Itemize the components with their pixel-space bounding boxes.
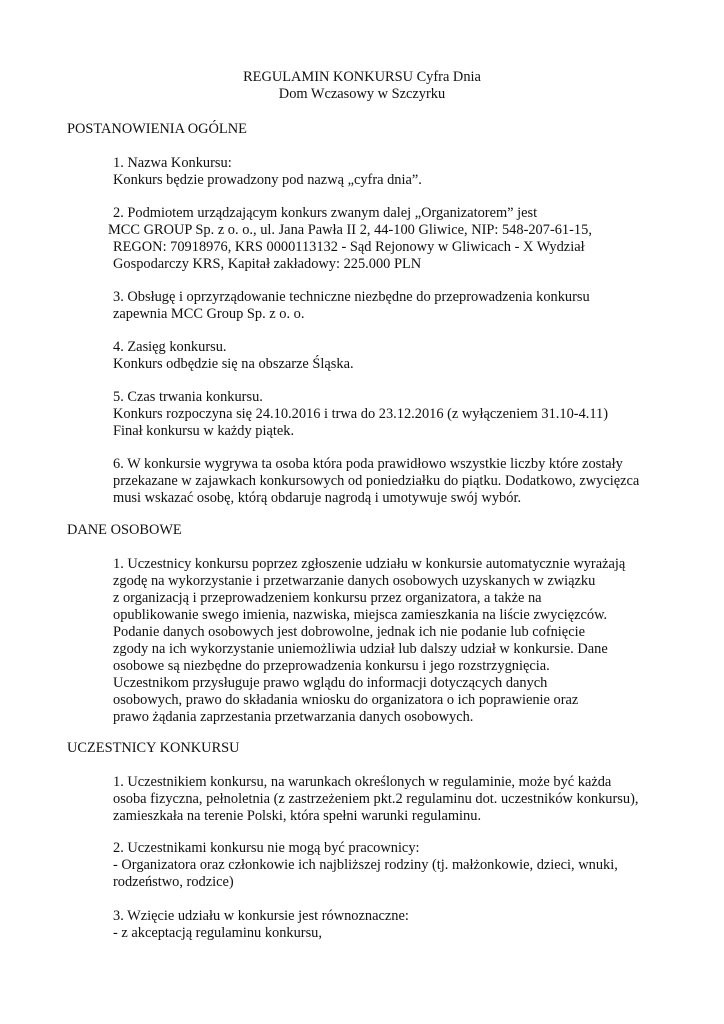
text-line: osobowe są niezbędne do przeprowadzenia konkursu i jego rozstrzygnięcia. xyxy=(113,658,550,674)
text-line: 1. Nazwa Konkursu: xyxy=(113,155,232,171)
text-line: osoba fizyczna, pełnoletnia (z zastrzeżeniem pkt.2 regulaminu dot. uczestników konkursu), xyxy=(113,791,639,807)
text-line: Konkurs będzie prowadzony pod nazwą „cyfra dnia”. xyxy=(113,172,422,188)
text-line: musi wskazać osobę, którą obdaruje nagrodą i umotywuje swój wybór. xyxy=(113,490,522,506)
paragraph-excluded-participants xyxy=(113,840,713,891)
document-title xyxy=(0,69,724,103)
text-line: 2. Podmiotem urządzającym konkurs zwanym dalej „Organizatorem” jest xyxy=(113,205,538,221)
paragraph-contest-duration xyxy=(113,389,713,440)
text-line: 1. Uczestnikiem konkursu, na warunkach określonych w regulaminie, może być każda xyxy=(113,774,612,790)
text-line: zgodę na wykorzystanie i przetwarzanie danych osobowych uzyskanych w związku xyxy=(113,573,596,589)
text-line: zgody na ich wykorzystanie uniemożliwia udział lub dalszy udział w konkursie. Dane xyxy=(113,641,608,657)
text-line: Podanie danych osobowych jest dobrowolne, jednak ich nie podanie lub cofnięcie xyxy=(113,624,585,640)
text-line: zapewnia MCC Group Sp. z o. o. xyxy=(113,306,305,322)
paragraph-contest-range xyxy=(113,339,713,373)
text-line: Konkurs rozpoczyna się 24.10.2016 i trwa do 23.12.2016 (z wyłączeniem 31.10-4.11) xyxy=(113,406,609,422)
text-line: opublikowanie swego imienia, nazwiska, miejsca zamieszkania na liście zwycięzców. xyxy=(113,607,608,623)
text-line: 3. Wzięcie udziału w konkursie jest równoznaczne: xyxy=(113,908,409,924)
text-line: zamieszkała na terenie Polski, która spełni warunki regulaminu. xyxy=(113,808,482,824)
text-line: prawo żądania zaprzestania przetwarzania danych osobowych. xyxy=(113,709,474,725)
text-line: Uczestnikom przysługuje prawo wglądu do informacji dotyczących danych xyxy=(113,675,548,691)
title-line-2: Dom Wczasowy w Szczyrku xyxy=(278,86,446,102)
text-line: - Organizatora oraz członkowie ich najbliższej rodziny (tj. małżonkowie, dzieci, wnuki, xyxy=(113,857,618,873)
paragraph-participant-eligibility xyxy=(113,774,713,825)
text-line: 4. Zasięg konkursu. xyxy=(113,339,227,355)
text-line: 3. Obsługę i oprzyrządowanie techniczne niezbędne do przeprowadzenia konkursu xyxy=(113,289,590,305)
text-line: Gospodarczy KRS, Kapitał zakładowy: 225.000 PLN xyxy=(113,256,422,272)
paragraph-contest-name xyxy=(113,155,713,189)
paragraph-technical-service xyxy=(113,289,713,323)
section-heading-personal-data: DANE OSOBOWE xyxy=(67,522,182,538)
paragraph-organizer xyxy=(108,205,713,273)
text-line: przekazane w zajawkach konkursowych od poniedziałku do piątku. Dodatkowo, zwycięzca xyxy=(113,473,640,489)
section-heading-general: POSTANOWIENIA OGÓLNE xyxy=(67,121,247,137)
text-line: 6. W konkursie wygrywa ta osoba która poda prawidłowo wszystkie liczby które zostały xyxy=(113,456,623,472)
text-line: rodzeństwo, rodzice) xyxy=(113,874,234,890)
text-line: 1. Uczestnicy konkursu poprzez zgłoszenie udziału w konkursie automatycznie wyrażają xyxy=(113,556,626,572)
title-line-1: REGULAMIN KONKURSU Cyfra Dnia xyxy=(243,69,481,85)
text-line: MCC GROUP Sp. z o. o., ul. Jana Pawła II 2, 44-100 Gliwice, NIP: 548-207-61-15, xyxy=(108,222,592,238)
paragraph-winner xyxy=(113,456,713,507)
text-line: Finał konkursu w każdy piątek. xyxy=(113,423,295,439)
text-line: - z akceptacją regulaminu konkursu, xyxy=(113,925,322,941)
section-heading-participants: UCZESTNICY KONKURSU xyxy=(67,740,240,756)
text-line: z organizacją i przeprowadzeniem konkursu przez organizatora, a także na xyxy=(113,590,542,606)
text-line: REGON: 70918976, KRS 0000113132 - Sąd Rejonowy w Gliwicach - X Wydział xyxy=(113,239,585,255)
paragraph-participation-terms xyxy=(113,908,713,942)
text-line: 2. Uczestnikami konkursu nie mogą być pracownicy: xyxy=(113,840,420,856)
text-line: Konkurs odbędzie się na obszarze Śląska. xyxy=(113,356,354,372)
text-line: osobowych, prawo do składania wniosku do organizatora o ich poprawienie oraz xyxy=(113,692,579,708)
text-line: 5. Czas trwania konkursu. xyxy=(113,389,263,405)
paragraph-personal-data xyxy=(113,556,713,726)
